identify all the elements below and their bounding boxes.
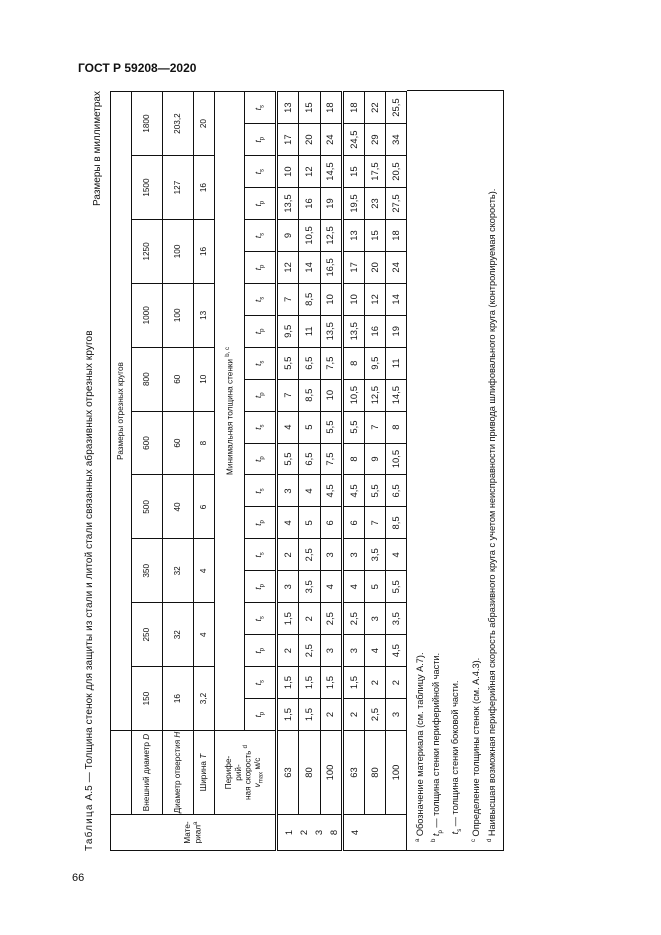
tp-header: $t_p$ [245, 507, 277, 539]
thickness-value: 4 [277, 411, 299, 443]
thickness-value: 20 [365, 251, 386, 283]
thickness-value: 5,5 [277, 443, 299, 475]
size-value: 1500 [132, 156, 163, 220]
thickness-value: 13 [343, 220, 365, 252]
thickness-value: 6,5 [299, 443, 320, 475]
thickness-value: 13,5 [343, 315, 365, 347]
thickness-value: 10 [277, 156, 299, 188]
sizes-header: Размеры отрезных кругов [111, 92, 132, 731]
thickness-value: 4 [386, 539, 407, 571]
size-value: 350 [132, 539, 163, 603]
table-row [215, 92, 245, 851]
thickness-value: 6 [343, 507, 365, 539]
thickness-value: 15 [299, 92, 320, 124]
thickness-value: 4 [299, 475, 320, 507]
thickness-value: 3,5 [365, 539, 386, 571]
size-value: 3,2 [194, 667, 215, 731]
caption-prefix: Таблица [84, 803, 95, 851]
size-value: 500 [132, 475, 163, 539]
param-label: Диаметр отверстия H [163, 731, 194, 815]
thickness-value: 5,5 [365, 475, 386, 507]
thickness-value: 2 [277, 635, 299, 667]
thickness-value: 17 [277, 124, 299, 156]
thickness-value: 10,5 [386, 443, 407, 475]
thickness-value: 10 [320, 283, 342, 315]
size-value: 60 [163, 347, 194, 411]
table-row [320, 92, 342, 851]
thickness-value: 4 [277, 507, 299, 539]
tp-header: $t_p$ [245, 188, 277, 220]
size-value: 60 [163, 411, 194, 475]
thickness-value: 16 [299, 188, 320, 220]
ts-header: $t_s$ [245, 347, 277, 379]
thickness-value: 3 [320, 635, 342, 667]
thickness-value: 2 [320, 699, 342, 731]
thickness-value: 3 [320, 539, 342, 571]
thickness-value: 5,5 [343, 411, 365, 443]
size-value: 13 [194, 283, 215, 347]
thickness-value: 13 [277, 92, 299, 124]
thickness-value: 12 [277, 251, 299, 283]
speed-value: 80 [299, 731, 320, 815]
tp-header: $t_p$ [245, 571, 277, 603]
thickness-value: 14,5 [386, 379, 407, 411]
table-row [111, 92, 132, 851]
thickness-value: 8,5 [299, 283, 320, 315]
thickness-value: 3,5 [386, 603, 407, 635]
thickness-value: 6,5 [386, 475, 407, 507]
thickness-value: 27,5 [386, 188, 407, 220]
thickness-value: 4 [365, 635, 386, 667]
size-value: 150 [132, 667, 163, 731]
thickness-value: 1,5 [277, 699, 299, 731]
thickness-value: 3 [386, 699, 407, 731]
standard-header: ГОСТ Р 59208—2020 [78, 61, 197, 75]
size-value: 100 [163, 283, 194, 347]
size-value: 32 [163, 539, 194, 603]
thickness-value: 5,5 [277, 347, 299, 379]
speed-value: 63 [277, 731, 299, 815]
table-caption [84, 330, 95, 851]
thickness-value: 12 [299, 156, 320, 188]
thickness-value: 8 [343, 443, 365, 475]
thickness-value: 11 [386, 347, 407, 379]
size-value: 127 [163, 156, 194, 220]
thickness-value: 13,5 [320, 315, 342, 347]
thickness-value: 13,5 [277, 188, 299, 220]
thickness-value: 7,5 [320, 443, 342, 475]
footnote: $^d$ Наивысшая возможная периферийная скорость абразивного круга с учетом неисправности привода шлифовального круга (контролируемая скорость). [486, 188, 497, 842]
min-thickness-header: Минимальная толщина стенки $^{b, c}$ [215, 92, 245, 731]
thickness-value: 2,5 [365, 699, 386, 731]
param-label: Ширина T [194, 731, 215, 815]
param-label: Внешний диаметр D [132, 731, 163, 815]
thickness-value: 3,5 [299, 571, 320, 603]
thickness-value: 12,5 [320, 220, 342, 252]
tp-header: $t_p$ [245, 699, 277, 731]
thickness-value: 15 [365, 220, 386, 252]
thickness-value: 2 [386, 667, 407, 699]
wall-thickness-table [110, 91, 407, 851]
thickness-value: 10 [343, 283, 365, 315]
ts-header: $t_s$ [245, 475, 277, 507]
ts-header: $t_s$ [245, 411, 277, 443]
thickness-value: 8,5 [386, 507, 407, 539]
material-cell: 1 2 3 8 [277, 815, 343, 851]
thickness-value: 2,5 [343, 603, 365, 635]
ts-header: $t_s$ [245, 220, 277, 252]
thickness-value: 24 [320, 124, 342, 156]
tp-header: $t_p$ [245, 443, 277, 475]
thickness-value: 4,5 [343, 475, 365, 507]
size-value: 800 [132, 347, 163, 411]
thickness-value: 19 [320, 188, 342, 220]
thickness-value: 20,5 [386, 156, 407, 188]
thickness-value: 10,5 [343, 379, 365, 411]
thickness-value: 4,5 [320, 475, 342, 507]
size-value: 16 [194, 220, 215, 284]
table-row [365, 92, 386, 851]
size-value: 1250 [132, 220, 163, 284]
size-value: 8 [194, 411, 215, 475]
thickness-value: 9 [365, 443, 386, 475]
size-value: 100 [163, 220, 194, 284]
speed-value: 80 [365, 731, 386, 815]
thickness-value: 8,5 [299, 379, 320, 411]
footnote: $t_s$ — толщина стенки боковой части. [449, 680, 463, 835]
table-row [299, 92, 320, 851]
thickness-value: 14 [299, 251, 320, 283]
size-value: 250 [132, 603, 163, 667]
thickness-value: 12 [365, 283, 386, 315]
size-value: 4 [194, 539, 215, 603]
ts-header: $t_s$ [245, 667, 277, 699]
thickness-value: 4 [343, 571, 365, 603]
tp-header: $t_p$ [245, 635, 277, 667]
thickness-value: 18 [343, 92, 365, 124]
material-cell: 4 [343, 815, 407, 851]
thickness-value: 4 [320, 571, 342, 603]
thickness-value: 34 [386, 124, 407, 156]
size-value: 40 [163, 475, 194, 539]
thickness-value: 19,5 [343, 188, 365, 220]
rotated-table-block [82, 91, 497, 851]
thickness-value: 7 [277, 283, 299, 315]
thickness-value: 10,5 [299, 220, 320, 252]
thickness-value: 16 [365, 315, 386, 347]
table-row [343, 92, 365, 851]
thickness-value: 17 [343, 251, 365, 283]
speed-value: 63 [343, 731, 365, 815]
thickness-value: 18 [386, 220, 407, 252]
thickness-value: 17,5 [365, 156, 386, 188]
thickness-value: 9,5 [277, 315, 299, 347]
table-row [163, 92, 194, 851]
blank-cell [111, 731, 132, 815]
size-value: 1800 [132, 92, 163, 156]
tp-header: $t_p$ [245, 379, 277, 411]
size-value: 6 [194, 475, 215, 539]
ts-header: $t_s$ [245, 539, 277, 571]
thickness-value: 2 [343, 699, 365, 731]
thickness-value: 4,5 [386, 635, 407, 667]
thickness-value: 3 [365, 603, 386, 635]
table-row [132, 92, 163, 851]
thickness-value: 23 [365, 188, 386, 220]
thickness-value: 5,5 [386, 571, 407, 603]
thickness-value: 5 [365, 571, 386, 603]
thickness-value: 24 [386, 251, 407, 283]
thickness-value: 1,5 [299, 699, 320, 731]
thickness-value: 6,5 [299, 347, 320, 379]
thickness-value: 2 [299, 603, 320, 635]
thickness-value: 8 [343, 347, 365, 379]
thickness-value: 8 [386, 411, 407, 443]
ts-header: $t_s$ [245, 156, 277, 188]
size-value: 32 [163, 603, 194, 667]
table-row [277, 92, 299, 851]
size-value: 16 [163, 667, 194, 731]
size-value: 20 [194, 92, 215, 156]
thickness-value: 14 [386, 283, 407, 315]
thickness-value: 3 [343, 635, 365, 667]
size-value: 1000 [132, 283, 163, 347]
thickness-value: 14,5 [320, 156, 342, 188]
size-value: 600 [132, 411, 163, 475]
thickness-value: 3 [343, 539, 365, 571]
thickness-value: 6 [320, 507, 342, 539]
speed-value: 100 [386, 731, 407, 815]
thickness-value: 7 [365, 411, 386, 443]
size-value: 16 [194, 156, 215, 220]
thickness-value: 1,5 [343, 667, 365, 699]
thickness-value: 29 [365, 124, 386, 156]
thickness-value: 1,5 [277, 667, 299, 699]
footnote: $^a$ Обозначение материала (см. таблицу А.7). [415, 652, 426, 842]
thickness-value: 3 [277, 475, 299, 507]
thickness-value: 1,5 [277, 603, 299, 635]
table-row [386, 92, 407, 851]
size-value: 4 [194, 603, 215, 667]
material-header: Мате- риал$^a$ [111, 815, 277, 851]
thickness-value: 9 [277, 220, 299, 252]
size-value: 203,2 [163, 92, 194, 156]
size-value: 10 [194, 347, 215, 411]
thickness-value: 18 [320, 92, 342, 124]
units-note: Размеры в миллиметрах [92, 91, 103, 206]
speed-header: Перифе- рий- ная скорость $^d$ $v_{max}$ м/с [215, 731, 277, 815]
thickness-value: 19 [386, 315, 407, 347]
thickness-value: 2 [277, 539, 299, 571]
thickness-value: 7 [365, 507, 386, 539]
thickness-value: 10 [320, 379, 342, 411]
speed-value: 100 [320, 731, 342, 815]
thickness-value: 3 [277, 571, 299, 603]
footnote: $^c$ Определение толщины стенок (см. А.4.3). [470, 657, 481, 842]
thickness-value: 5 [299, 507, 320, 539]
ts-header: $t_s$ [245, 283, 277, 315]
thickness-value: 9,5 [365, 347, 386, 379]
page-number: 66 [72, 872, 85, 884]
caption-text: А.5 — Толщина стенок для защиты из стали и литой стали связанных абразивных отрезных кругов [84, 330, 95, 801]
tp-header: $t_p$ [245, 315, 277, 347]
thickness-value: 5,5 [320, 411, 342, 443]
thickness-value: 1,5 [320, 667, 342, 699]
thickness-value: 11 [299, 315, 320, 347]
footnote: $^b$ $t_p$ — толщина стенки периферийной части. [431, 652, 444, 842]
tp-header: $t_p$ [245, 251, 277, 283]
thickness-value: 15 [343, 156, 365, 188]
thickness-value: 25,5 [386, 92, 407, 124]
thickness-value: 7 [277, 379, 299, 411]
ts-header: $t_s$ [245, 603, 277, 635]
thickness-value: 2,5 [320, 603, 342, 635]
thickness-value: 7,5 [320, 347, 342, 379]
table-row [194, 92, 215, 851]
thickness-value: 2,5 [299, 635, 320, 667]
thickness-value: 20 [299, 124, 320, 156]
thickness-value: 2 [365, 667, 386, 699]
thickness-value: 22 [365, 92, 386, 124]
thickness-value: 12,5 [365, 379, 386, 411]
tp-header: $t_p$ [245, 124, 277, 156]
thickness-value: 16,5 [320, 251, 342, 283]
footnotes [407, 90, 504, 851]
thickness-value: 1,5 [299, 667, 320, 699]
thickness-value: 2,5 [299, 539, 320, 571]
thickness-value: 5 [299, 411, 320, 443]
ts-header: $t_s$ [245, 92, 277, 124]
thickness-value: 24,5 [343, 124, 365, 156]
